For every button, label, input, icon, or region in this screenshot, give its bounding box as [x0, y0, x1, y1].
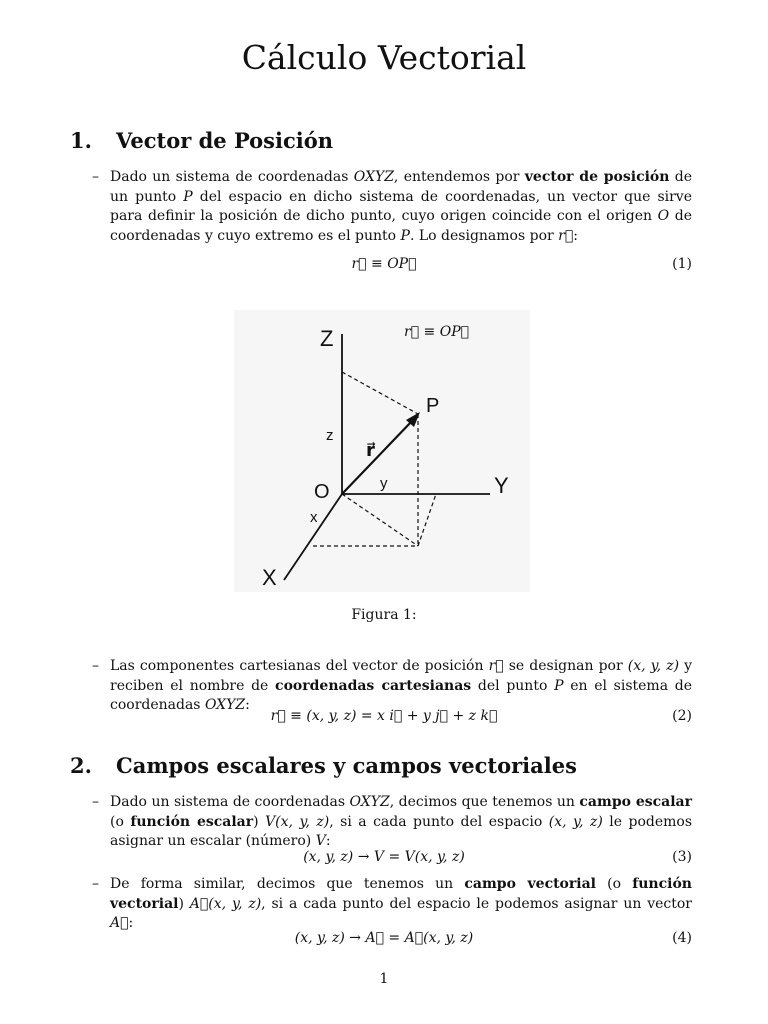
equation-expr: (x, y, z) → A⃗ = A⃗(x, y, z) [294, 930, 474, 946]
equation-number: (3) [672, 849, 692, 865]
list-item-scalar-field [92, 793, 692, 852]
equation-expr: r⃗ ≡ (x, y, z) = x i⃗ + y j⃗ + z k⃗ [270, 708, 498, 724]
label-point-p: P [426, 395, 440, 417]
label-y: y [380, 475, 388, 492]
paragraph: Dado un sistema de coordenadas OXYZ, entendemos por vector de posición de un punto P del espacio en dicho sistema de coordenadas, un vector que sirve para definir la posición de dicho punto, cuyo origen coincide con el origen O de coordenadas y cuyo extremo es el punto P. Lo designamos por r⃗: [110, 169, 693, 244]
section-heading-1 [70, 128, 333, 153]
label-x: x [310, 509, 318, 526]
label-z-axis: Z [320, 326, 334, 351]
list-item-vector-field [92, 875, 692, 934]
paragraph: Las componentes cartesianas del vector de posición r⃗ se designan por (x, y, z) y reciben el nombre de coordenadas cartesianas del punto P en el sistema de coordenadas OXYZ: [110, 658, 693, 713]
list-dash: – [92, 169, 99, 185]
list-dash: – [92, 794, 99, 810]
label-z: z [326, 427, 334, 444]
section-number: 2. [70, 753, 92, 778]
section-number: 1. [70, 128, 92, 153]
paragraph: Dado un sistema de coordenadas OXYZ, decimos que tenemos un campo escalar (o función escalar) V(x, y, z), si a cada punto del espacio (x, y, z) le podemos asignar un escalar (número) V: [110, 794, 693, 849]
label-origin: O [314, 481, 330, 503]
list-dash: – [92, 876, 99, 892]
section-title: Vector de Posición [116, 128, 334, 153]
equation-number: (2) [672, 708, 692, 724]
figure-coordinate-system [234, 310, 530, 592]
equation-expr: r⃗ ≡ OP⃗ [351, 256, 417, 272]
section-heading-2 [70, 753, 577, 778]
page-number: 1 [379, 971, 389, 987]
section-title: Campos escalares y campos vectoriales [116, 753, 577, 778]
document-title: Cálculo Vectorial [241, 38, 527, 77]
list-item-cartesian-coordinates [92, 657, 692, 716]
coordinate-diagram [234, 310, 530, 592]
label-vector-r: r⃗ [366, 440, 375, 460]
list-dash: – [92, 658, 99, 674]
figure-annotation: r⃗ ≡ OP⃗ [404, 324, 470, 340]
equation-number: (1) [672, 256, 692, 272]
equation-expr: (x, y, z) → V = V(x, y, z) [303, 849, 465, 865]
equation-number: (4) [672, 930, 692, 946]
label-x-axis: X [262, 565, 277, 590]
label-y-axis: Y [494, 473, 509, 498]
list-item-position-vector [92, 168, 692, 246]
paragraph: De forma similar, decimos que tenemos un campo vectorial (o función vectorial) A⃗(x, y, z), si a cada punto del espacio le podemos asignar un vector A⃗: [110, 876, 692, 931]
figure-caption: Figura 1: [351, 607, 417, 623]
